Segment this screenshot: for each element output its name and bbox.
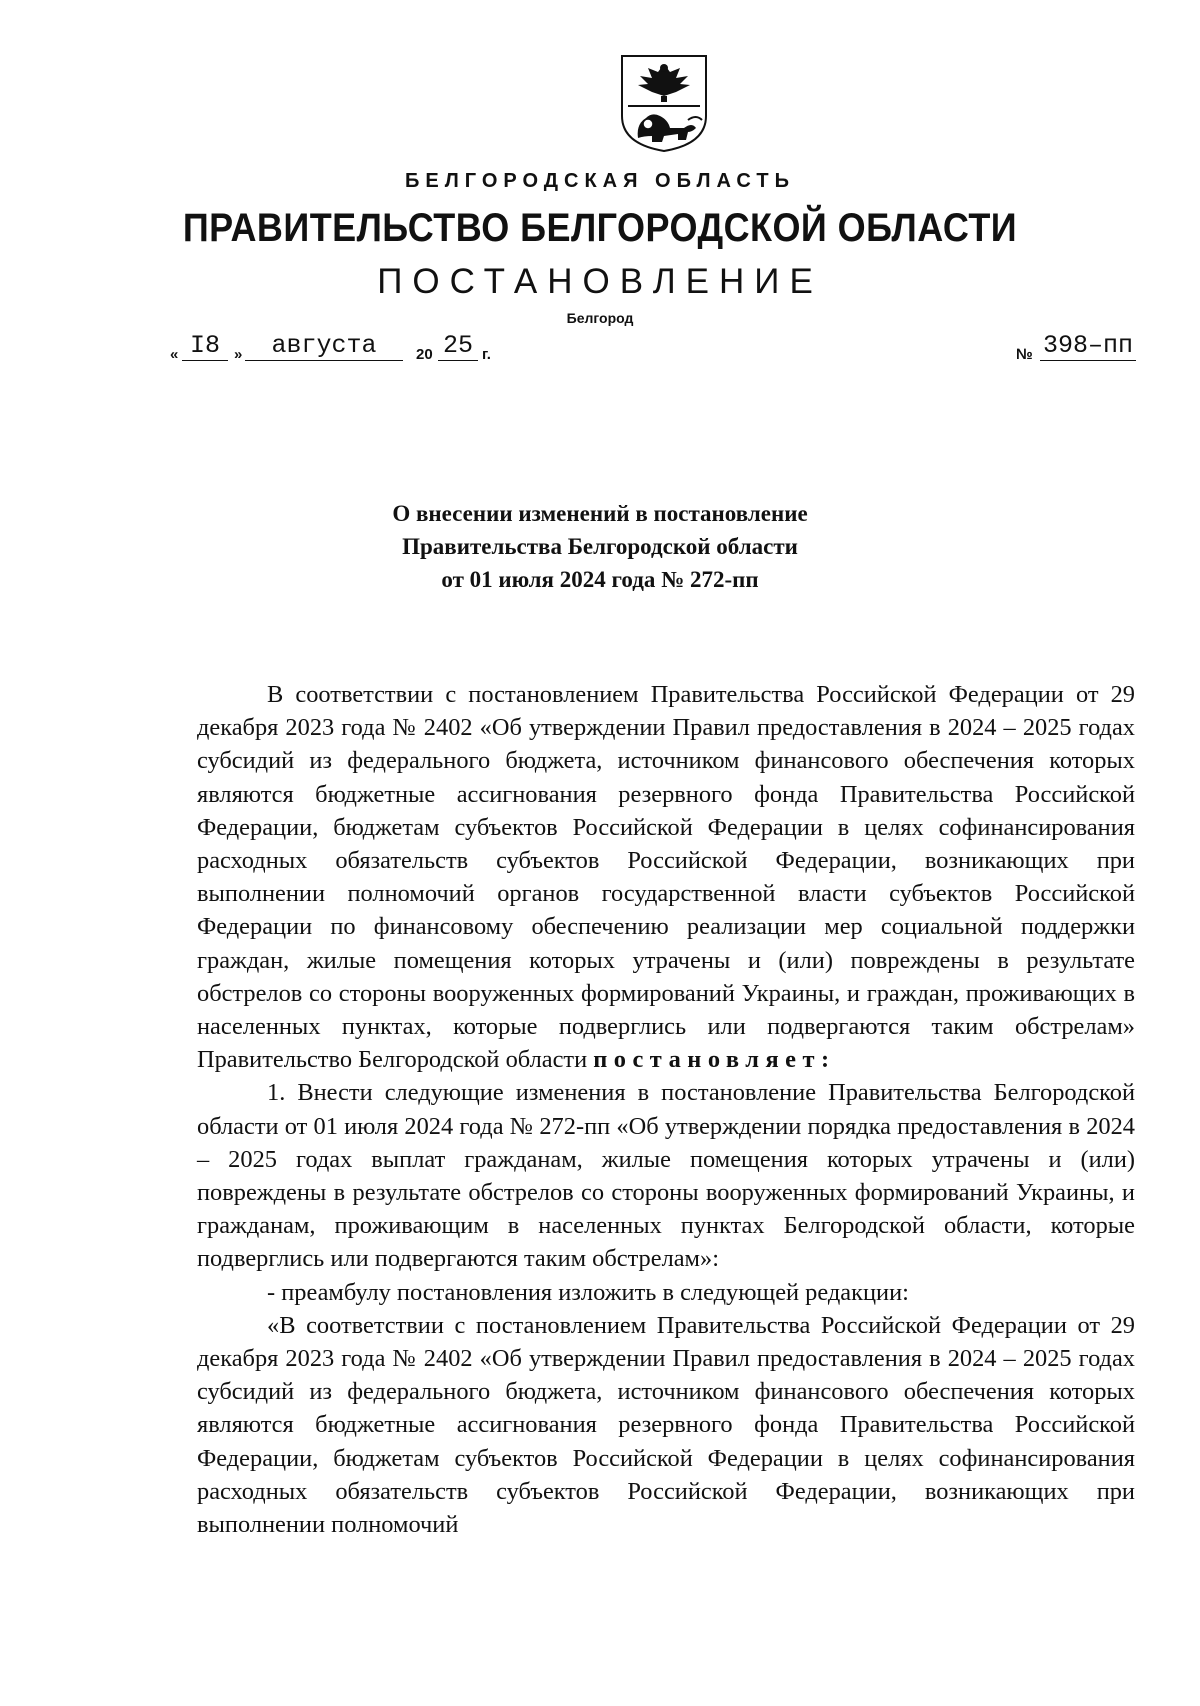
document-number: 398–пп bbox=[1040, 332, 1136, 361]
date-month: августа bbox=[245, 332, 403, 361]
paragraph-text: В соответствии с постановлением Правительства Российской Федерации от 29 декабря 2023 года № 2402 «Об утверждении Правил предоставления в 2024 – 2025 годах субсидий из федерального бюджета, источником финансового обеспечения которых являются бюджетные ассигнования резервного фонда Правительства Российской Федерации, бюджетам субъектов Российской Федерации в целях софинансирования расходных обязательств субъектов Российской Федерации, возникающих при выполнении полномочий органов государственной власти субъектов Российской Федерации по финансовому обеспечению реализации мер социальной поддержки граждан, жилые помещения которых утрачены и (или) повреждены в результате обстрелов со стороны вооруженных формирований Украины, и граждан, проживающих в населенных пунктах, которые подверглись или подвергаются таким обстрелам» Правительство Белгородской области bbox=[197, 681, 1135, 1074]
government-name: ПРАВИТЕЛЬСТВО БЕЛГОРОДСКОЙ ОБЛАСТИ bbox=[182, 206, 1018, 250]
year-suffix: 25 bbox=[438, 332, 478, 361]
title-line: Правительства Белгородской области bbox=[402, 534, 798, 559]
document-body bbox=[197, 678, 1135, 1541]
resolves-keyword: постановляет: bbox=[593, 1046, 836, 1074]
title-line: О внесении изменений в постановление bbox=[392, 501, 808, 526]
document-title bbox=[0, 497, 1200, 596]
year-mark: г. bbox=[482, 346, 491, 363]
date-line bbox=[0, 332, 1200, 372]
body-paragraph: 1. Внести следующие изменения в постановление Правительства Белгородской области от 01 июля 2024 года № 272-пп «Об утверждении порядка предоставления в 2024 – 2025 годах выплат гражданам, жилые помещения которых утрачены и (или) повреждены в результате обстрелов со стороны вооруженных формирований Украины, и гражданам, проживающим в населенных пунктах Белгородской области, которые подверглись или подвергаются таким обстрелам»: bbox=[197, 1079, 1135, 1273]
body-paragraph: «В соответствии с постановлением Правительства Российской Федерации от 29 декабря 2023 года № 2402 «Об утверждении Правил предоставления в 2024 – 2025 годах субсидий из федерального бюджета, источником финансового обеспечения которых являются бюджетные ассигнования резервного фонда Правительства Российской Федерации, бюджетам субъектов Российской Федерации в целях софинансирования расходных обязательств субъектов Российской Федерации, возникающих при выполнении полномочий bbox=[197, 1311, 1135, 1539]
region-name: БЕЛГОРОДСКАЯ ОБЛАСТЬ bbox=[405, 170, 795, 192]
quote-close: » bbox=[234, 346, 243, 363]
city-name: Белгород bbox=[566, 310, 634, 326]
body-paragraph bbox=[197, 678, 1135, 1076]
year-prefix: 20 bbox=[416, 346, 433, 363]
coat-of-arms-icon bbox=[618, 52, 710, 154]
number-prefix: № bbox=[1016, 346, 1033, 363]
quote-open: « bbox=[170, 346, 179, 363]
title-line: от 01 июля 2024 года № 272-пп bbox=[441, 567, 759, 592]
date-day: I8 bbox=[182, 332, 228, 361]
body-paragraph: - преамбулу постановления изложить в следующей редакции: bbox=[267, 1278, 909, 1306]
document-type: ПОСТАНОВЛЕНИЕ bbox=[377, 262, 823, 301]
